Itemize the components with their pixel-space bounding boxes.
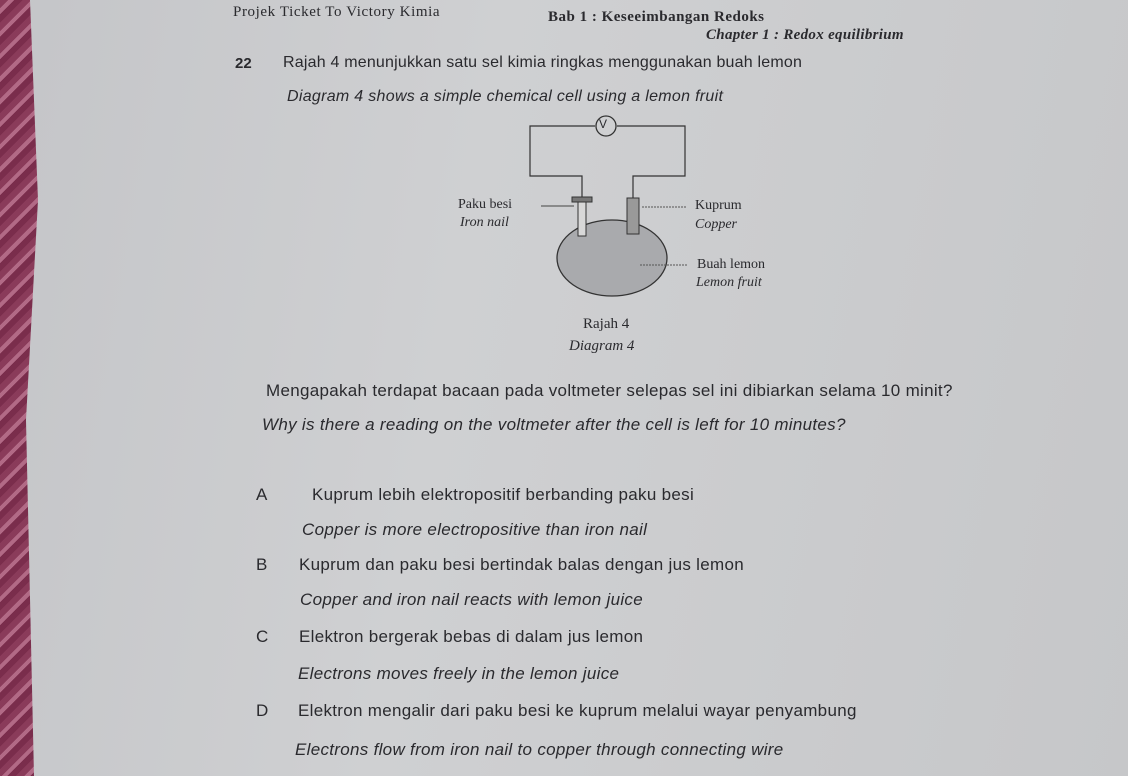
header-chapter-en: Chapter 1 : Redox equilibrium xyxy=(706,27,904,43)
option-text-en: Electrons moves freely in the lemon juice xyxy=(298,664,620,683)
option-letter: D xyxy=(256,701,269,720)
option-letter: B xyxy=(256,555,268,574)
iron-nail xyxy=(578,200,586,236)
option-text-ms: Kuprum lebih elektropositif berbanding paku besi xyxy=(312,485,695,504)
copper-label-ms: Kuprum xyxy=(695,198,742,213)
iron-label-ms: Paku besi xyxy=(458,197,513,212)
option-text-ms: Elektron mengalir dari paku besi ke kuprum melalui wayar penyambung xyxy=(298,701,857,720)
question-stem-en: Diagram 4 shows a simple chemical cell using a lemon fruit xyxy=(287,88,724,105)
copper-strip xyxy=(627,198,639,234)
header-title: Projek Ticket To Victory Kimia xyxy=(233,4,441,20)
lemon-shape xyxy=(557,220,667,296)
voltmeter-label: V xyxy=(599,117,608,131)
copper-label-en: Copper xyxy=(695,217,737,232)
option-text-ms: Elektron bergerak bebas di dalam jus lemon xyxy=(299,627,644,646)
option-letter: A xyxy=(256,485,268,504)
lemon-label-ms: Buah lemon xyxy=(697,257,766,272)
lemon-label-en: Lemon fruit xyxy=(696,275,762,290)
diagram-caption-en: Diagram 4 xyxy=(569,338,635,354)
question-number: 22 xyxy=(235,55,252,72)
question-stem-ms: Rajah 4 menunjukkan satu sel kimia ringkas menggunakan buah lemon xyxy=(283,54,803,71)
option-text-en: Copper is more electropositive than iron nail xyxy=(302,520,648,539)
prompt-en: Why is there a reading on the voltmeter after the cell is left for 10 minutes? xyxy=(262,415,846,434)
header-chapter-ms: Bab 1 : Keseeimbangan Redoks xyxy=(548,9,765,25)
option-text-ms: Kuprum dan paku besi bertindak balas dengan jus lemon xyxy=(299,555,744,574)
iron-label-en: Iron nail xyxy=(460,215,509,230)
diagram-caption-ms: Rajah 4 xyxy=(583,316,630,332)
prompt-ms: Mengapakah terdapat bacaan pada voltmeter selepas sel ini dibiarkan selama 10 minit? xyxy=(266,381,953,400)
option-letter: C xyxy=(256,627,269,646)
option-text-en: Copper and iron nail reacts with lemon juice xyxy=(300,590,643,609)
option-text-en: Electrons flow from iron nail to copper through connecting wire xyxy=(295,740,784,759)
